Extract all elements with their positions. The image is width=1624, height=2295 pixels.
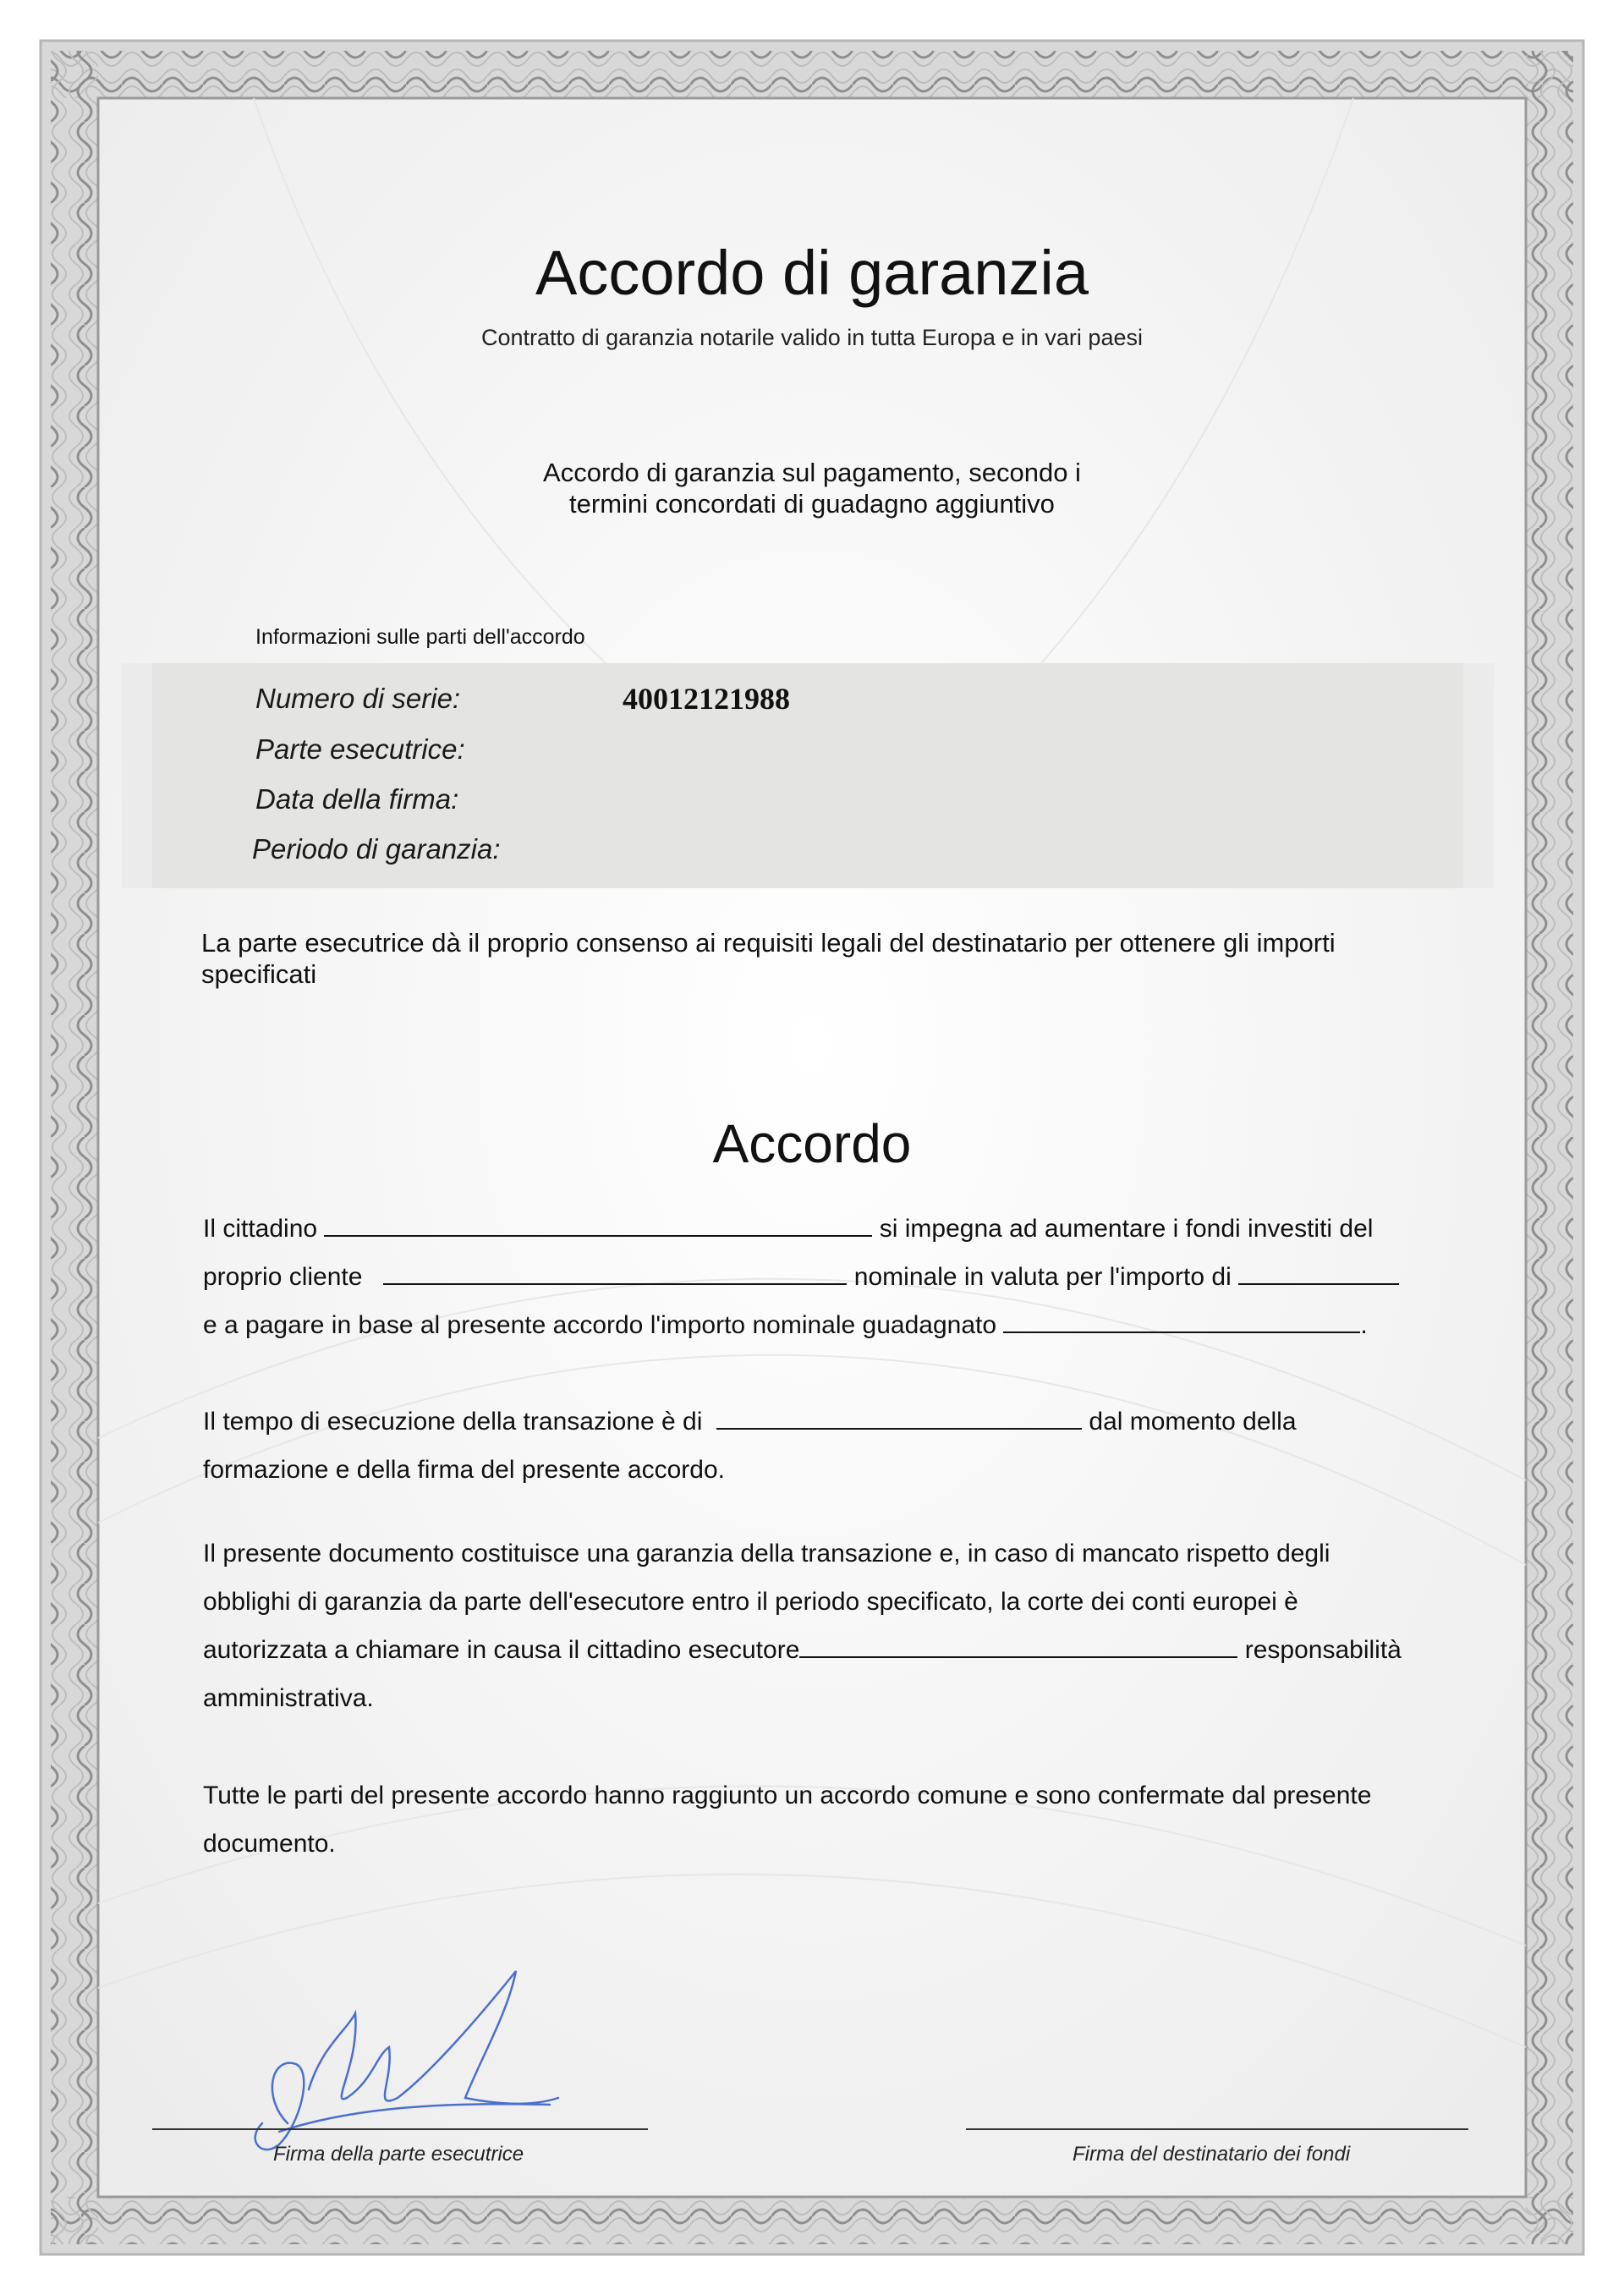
p4-line-1: Tutte le parti del presente accordo hanno raggiunto un accordo comune e sono confermate dal presente	[203, 1782, 1372, 1809]
p1-line-1	[203, 1205, 1472, 1253]
subheading-line-1: Accordo di garanzia sul pagamento, secondo i	[543, 458, 1081, 487]
p1-text-c: proprio cliente	[203, 1263, 363, 1291]
executor-label: Parte esecutrice:	[255, 733, 465, 765]
agreement-paragraph-4	[203, 1771, 1472, 1868]
client-blank	[383, 1255, 847, 1285]
guarantee-period-label: Periodo di garanzia:	[252, 833, 501, 865]
p2-line-1	[203, 1397, 1472, 1446]
earned-amount-blank	[1003, 1303, 1360, 1333]
agreement-paragraph-1	[203, 1205, 1472, 1349]
p3-text-b: responsabilità	[1244, 1636, 1402, 1664]
amount-blank	[1238, 1255, 1399, 1285]
agreement-heading: Accordo	[712, 1113, 912, 1174]
executor-signature-caption: Firma della parte esecutrice	[273, 2143, 524, 2166]
p2-text-a: Il tempo di esecuzione della transazione è di	[203, 1408, 703, 1436]
p1-line-3	[203, 1301, 1472, 1349]
recipient-signature-line	[966, 2128, 1468, 2130]
p1-text-a: Il cittadino	[203, 1215, 318, 1243]
p4-line-2: documento.	[203, 1830, 336, 1858]
serial-number-label: Numero di serie:	[255, 683, 461, 714]
executor-citizen-blank	[799, 1628, 1237, 1658]
p1-text-e: e a pagare in base al presente accordo l'importo nominale guadagnato	[203, 1311, 997, 1339]
p3-line-4: amministrativa.	[203, 1684, 374, 1712]
signing-date-label: Data della firma:	[255, 783, 459, 815]
p3-line-1: Il presente documento costituisce una garanzia della transazione e, in caso di mancato rispetto degli	[203, 1540, 1330, 1568]
document-subheading	[0, 457, 1624, 519]
citizen-blank	[324, 1206, 872, 1237]
execution-time-blank	[716, 1399, 1082, 1430]
parties-section-label: Informazioni sulle parti dell'accordo	[255, 625, 585, 649]
document-title: Accordo di garanzia	[535, 238, 1089, 308]
p3-line-2: obblighi di garanzia da parte dell'esecutore entro il periodo specificato, la corte dei conti europei è	[203, 1588, 1298, 1616]
agreement-paragraph-2	[203, 1397, 1472, 1494]
consent-statement: La parte esecutrice dà il proprio consenso ai requisiti legali del destinatario per ottenere gli importi specificati	[201, 928, 1336, 989]
serial-number-value: 40012121988	[623, 682, 790, 716]
p2-text-b: dal momento della	[1089, 1408, 1297, 1436]
executor-signature-line	[152, 2128, 648, 2130]
recipient-signature-caption: Firma del destinatario dei fondi	[1073, 2143, 1351, 2166]
p1-text-f: .	[1360, 1311, 1368, 1339]
p2-line-2: formazione e della firma del presente accordo.	[203, 1456, 725, 1484]
p1-text-d: nominale in valuta per l'importo di	[853, 1263, 1232, 1291]
agreement-paragraph-3	[203, 1529, 1472, 1722]
subheading-line-2: termini concordati di guadagno aggiuntivo	[569, 489, 1055, 519]
p3-line-3	[203, 1626, 1472, 1674]
p1-text-b: si impegna ad aumentare i fondi investiti del	[879, 1215, 1374, 1243]
p1-line-2	[203, 1253, 1472, 1301]
executor-signature-image	[228, 1963, 584, 2166]
p3-text-a: autorizzata a chiamare in causa il cittadino esecutore	[203, 1636, 800, 1664]
document-subtitle: Contratto di garanzia notarile valido in tutta Europa e in vari paesi	[481, 325, 1143, 350]
